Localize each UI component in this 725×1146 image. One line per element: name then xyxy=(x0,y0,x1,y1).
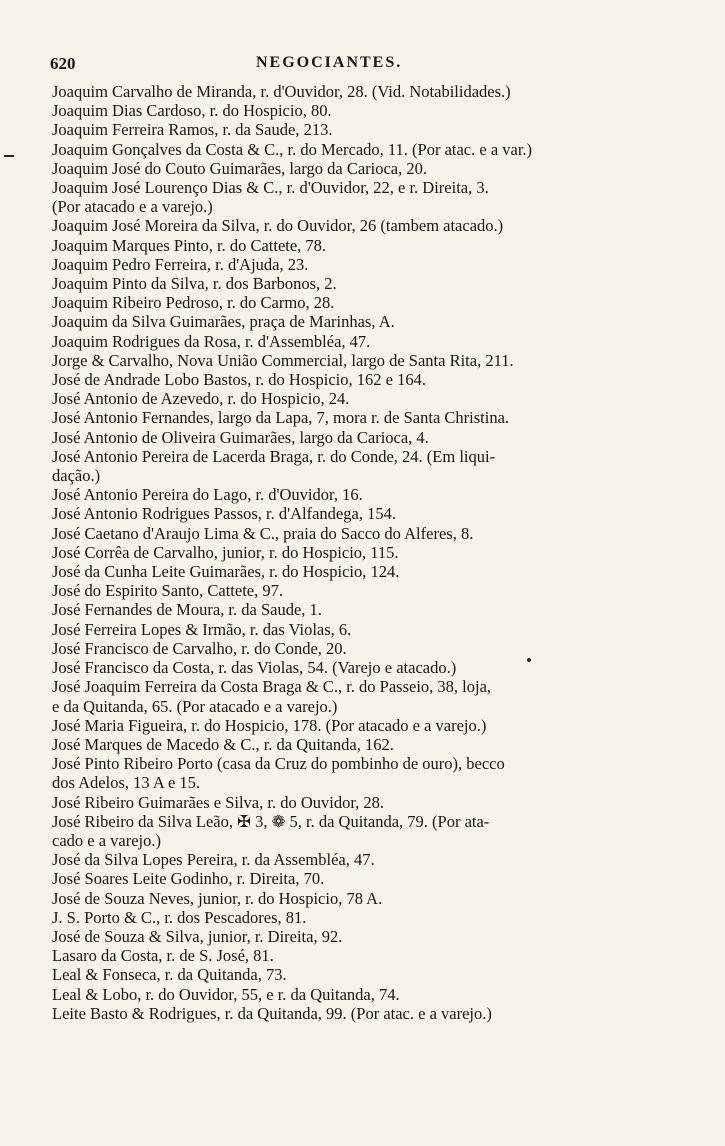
entry-text: Joaquim Marques Pinto, r. do Cattete, 78. xyxy=(52,235,327,255)
entry-text: José Ribeiro Guimarães e Silva, r. do Ouvidor, 28. xyxy=(52,792,385,812)
list-item xyxy=(52,370,642,389)
entry-text: Joaquim José Lourenço Dias & C., r. d'Ouvidor, 22, e r. Direita, 3. xyxy=(52,178,489,198)
entry-text: José Corrêa de Carvalho, junior, r. do Hospicio, 115. xyxy=(52,542,399,562)
list-item xyxy=(52,159,642,178)
list-item xyxy=(52,485,642,504)
entry-continuation: (Por atacado e a varejo.) xyxy=(52,197,213,217)
list-item xyxy=(52,274,642,293)
entry-text: José Marques de Macedo & C., r. da Quitanda, 162. xyxy=(52,734,394,754)
list-item xyxy=(52,408,642,427)
list-item xyxy=(52,639,642,658)
entry-text: José Fernandes de Moura, r. da Saude, 1. xyxy=(52,600,322,620)
running-head: NEGOCIANTES. xyxy=(256,54,403,71)
list-item xyxy=(52,216,642,235)
list-item xyxy=(52,1004,642,1023)
list-item xyxy=(52,946,642,965)
entry-text: José Antonio Fernandes, largo da Lapa, 7, mora r. de Santa Christina. xyxy=(52,408,510,428)
list-item xyxy=(52,120,642,139)
entry-continuation: e da Quitanda, 65. (Por atacado e a varejo.) xyxy=(52,696,338,716)
list-item xyxy=(52,82,642,101)
entry-text: José de Souza Neves, junior, r. do Hospicio, 78 A. xyxy=(52,888,383,908)
entry-text: José Soares Leite Godinho, r. Direita, 70. xyxy=(52,869,325,889)
list-item xyxy=(52,101,642,120)
list-item xyxy=(52,447,642,485)
entry-text: Joaquim Gonçalves da Costa & C., r. do Mercado, 11. (Por atac. e a var.) xyxy=(52,139,533,159)
entry-text: José de Andrade Lobo Bastos, r. do Hospicio, 162 e 164. xyxy=(52,370,426,390)
list-item xyxy=(52,735,642,754)
list-item xyxy=(52,543,642,562)
list-item xyxy=(52,312,642,331)
list-item xyxy=(52,869,642,888)
list-item xyxy=(52,236,642,255)
entry-text: José Ferreira Lopes & Irmão, r. das Violas, 6. xyxy=(52,619,352,639)
entry-text: Joaquim Rodrigues da Rosa, r. d'Assembléa, 47. xyxy=(52,331,371,351)
entry-text: José Antonio Rodrigues Passos, r. d'Alfandega, 154. xyxy=(52,504,396,524)
list-item xyxy=(52,965,642,984)
entry-text: Lasaro da Costa, r. de S. José, 81. xyxy=(52,946,274,966)
list-item xyxy=(52,255,642,274)
list-item xyxy=(52,600,642,619)
entry-text: Joaquim José Moreira da Silva, r. do Ouvidor, 26 (tambem atacado.) xyxy=(52,216,504,236)
list-item xyxy=(52,754,642,792)
entry-text: José da Silva Lopes Pereira, r. da Assembléa, 47. xyxy=(52,850,375,870)
list-item xyxy=(52,850,642,869)
entry-text: Joaquim Dias Cardoso, r. do Hospicio, 80. xyxy=(52,101,332,121)
list-item xyxy=(52,716,642,735)
entry-text: Joaquim da Silva Guimarães, praça de Marinhas, A. xyxy=(52,312,395,332)
entry-text: José da Cunha Leite Guimarães, r. do Hospicio, 124. xyxy=(52,562,400,582)
entry-text: José Antonio de Oliveira Guimarães, largo da Carioca, 4. xyxy=(52,427,429,447)
entry-continuation: dação.) xyxy=(52,466,101,486)
entry-text: José Ribeiro da Silva Leão, ✠ 3, ❁ 5, r. da Quitanda, 79. (Por ata- xyxy=(52,811,490,831)
list-item xyxy=(52,889,642,908)
entry-text: José Antonio Pereira do Lago, r. d'Ouvidor, 16. xyxy=(52,485,363,505)
list-item xyxy=(52,812,642,850)
list-item xyxy=(52,677,642,715)
entry-text: José Antonio Pereira de Lacerda Braga, r. do Conde, 24. (Em liqui- xyxy=(52,446,496,466)
list-item xyxy=(52,658,642,677)
entry-text: José do Espirito Santo, Cattete, 97. xyxy=(52,581,283,601)
list-item xyxy=(52,504,642,523)
margin-mark xyxy=(4,155,14,157)
list-item xyxy=(52,332,642,351)
entry-text: Joaquim Pinto da Silva, r. dos Barbonos, 2. xyxy=(52,274,337,294)
entry-text: Leite Basto & Rodrigues, r. da Quitanda, 99. (Por atac. e a varejo.) xyxy=(52,1003,492,1023)
entry-text: Joaquim Ribeiro Pedroso, r. do Carmo, 28. xyxy=(52,293,335,313)
entry-continuation: cado e a varejo.) xyxy=(52,830,162,850)
list-item xyxy=(52,293,642,312)
list-item xyxy=(52,428,642,447)
list-item xyxy=(52,389,642,408)
entry-text: José Caetano d'Araujo Lima & C., praia do Sacco do Alferes, 8. xyxy=(52,523,474,543)
entry-text: Leal & Lobo, r. do Ouvidor, 55, e r. da Quitanda, 74. xyxy=(52,984,400,1004)
list-item xyxy=(52,562,642,581)
list-item xyxy=(52,178,642,216)
list-item xyxy=(52,908,642,927)
entry-text: Jorge & Carvalho, Nova União Commercial, largo de Santa Rita, 211. xyxy=(52,350,514,370)
entry-text: José Francisco de Carvalho, r. do Conde, 20. xyxy=(52,638,347,658)
entry-continuation: dos Adelos, 13 A e 15. xyxy=(52,773,201,793)
entry-text: José de Souza & Silva, junior, r. Direita, 92. xyxy=(52,926,343,946)
page-number: 620 xyxy=(50,54,76,73)
entry-text: Joaquim Ferreira Ramos, r. da Saude, 213. xyxy=(52,120,333,140)
entry-text: Joaquim Pedro Ferreira, r. d'Ajuda, 23. xyxy=(52,254,309,274)
entry-text: José Joaquim Ferreira da Costa Braga & C., r. do Passeio, 38, loja, xyxy=(52,677,492,697)
entry-text: José Maria Figueira, r. do Hospicio, 178. (Por atacado e a varejo.) xyxy=(52,715,487,735)
entry-text: Leal & Fonseca, r. da Quitanda, 73. xyxy=(52,965,287,985)
entry-text: José Pinto Ribeiro Porto (casa da Cruz do pombinho de ouro), becco xyxy=(52,754,505,774)
list-item xyxy=(52,581,642,600)
list-item xyxy=(52,927,642,946)
entry-text: Joaquim José do Couto Guimarães, largo da Carioca, 20. xyxy=(52,158,427,178)
list-item xyxy=(52,524,642,543)
list-item xyxy=(52,985,642,1004)
list-item xyxy=(52,351,642,370)
page-header xyxy=(50,54,650,80)
entry-text: J. S. Porto & C., r. dos Pescadores, 81. xyxy=(52,907,307,927)
list-item xyxy=(52,793,642,812)
list-item xyxy=(52,140,642,159)
entry-text: José Antonio de Azevedo, r. do Hospicio, 24. xyxy=(52,389,350,409)
entry-text: Joaquim Carvalho de Miranda, r. d'Ouvidor, 28. (Vid. Notabilidades.) xyxy=(52,82,511,101)
entry-text: José Francisco da Costa, r. das Violas, 54. (Varejo e atacado.) xyxy=(52,658,457,678)
list-item xyxy=(52,620,642,639)
merchant-list xyxy=(52,82,642,1023)
